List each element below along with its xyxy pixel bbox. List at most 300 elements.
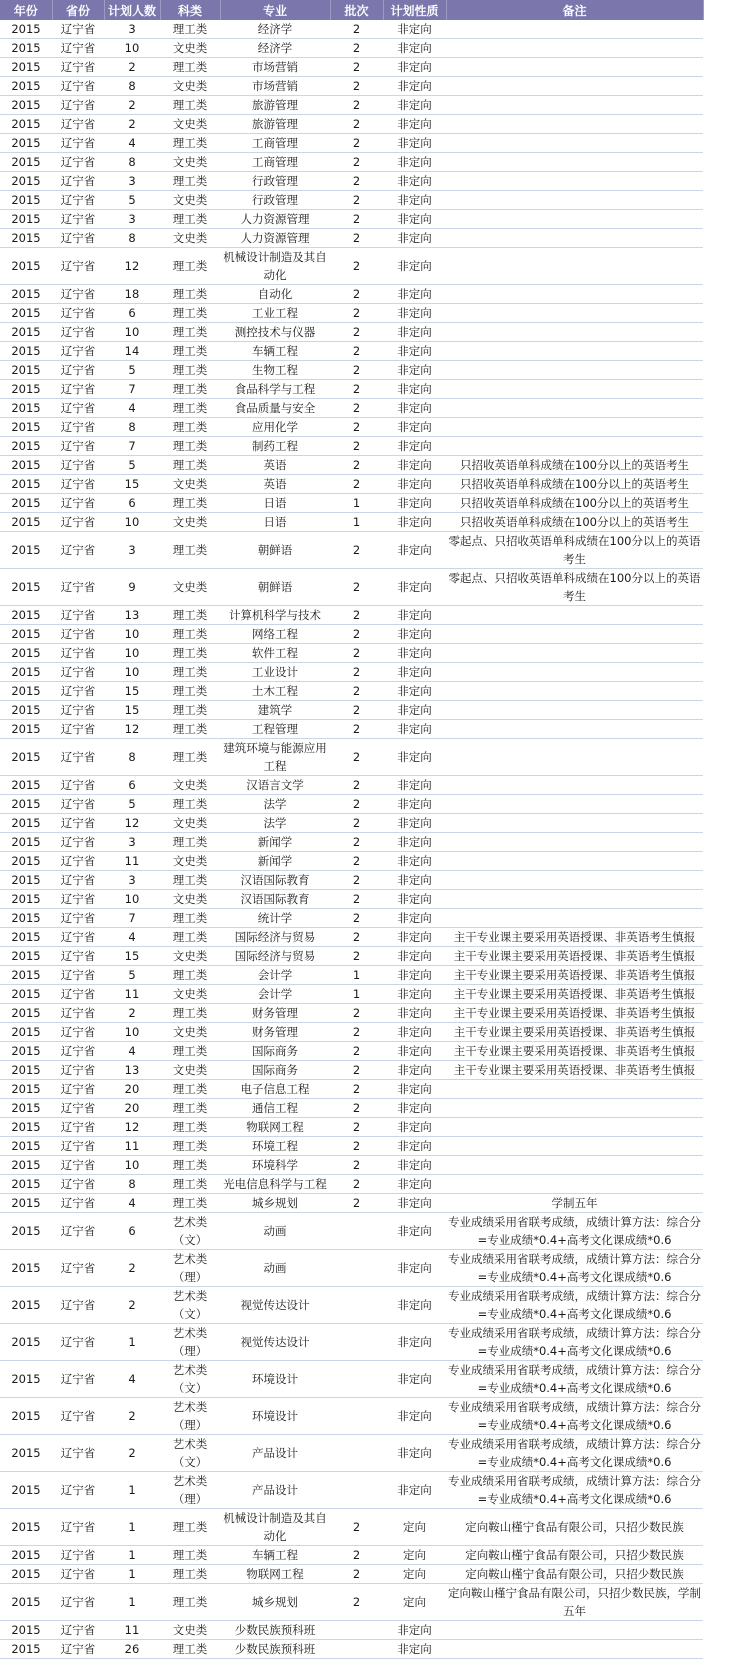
cell-remark[interactable] <box>446 1640 703 1659</box>
cell-batch[interactable]: 2 <box>330 1023 383 1042</box>
cell-batch[interactable]: 2 <box>330 285 383 304</box>
cell-category[interactable]: 理工类 <box>160 1137 220 1156</box>
cell-batch[interactable]: 2 <box>330 1194 383 1213</box>
header-year[interactable]: 年份 <box>0 0 52 20</box>
cell-plan-nature[interactable]: 非定向 <box>383 947 446 966</box>
cell-year[interactable]: 2015 <box>0 985 52 1004</box>
cell-province[interactable]: 辽宁省 <box>52 720 104 739</box>
cell-batch[interactable]: 2 <box>330 795 383 814</box>
cell-plan-count[interactable]: 9 <box>104 569 160 606</box>
cell-plan-nature[interactable]: 非定向 <box>383 380 446 399</box>
cell-category[interactable]: 文史类 <box>160 985 220 1004</box>
cell-plan-nature[interactable]: 非定向 <box>383 1061 446 1080</box>
cell-plan-count[interactable]: 4 <box>104 1042 160 1061</box>
cell-category[interactable]: 文史类 <box>160 513 220 532</box>
cell-category[interactable]: 理工类 <box>160 210 220 229</box>
cell-plan-nature[interactable]: 非定向 <box>383 532 446 569</box>
cell-major[interactable]: 制药工程 <box>220 437 330 456</box>
cell-remark[interactable]: 学制五年 <box>446 1194 703 1213</box>
cell-plan-nature[interactable]: 非定向 <box>383 361 446 380</box>
cell-plan-nature[interactable]: 非定向 <box>383 418 446 437</box>
cell-province[interactable]: 辽宁省 <box>52 795 104 814</box>
cell-major[interactable]: 英语 <box>220 456 330 475</box>
cell-year[interactable]: 2015 <box>0 701 52 720</box>
cell-province[interactable]: 辽宁省 <box>52 1565 104 1584</box>
cell-batch[interactable]: 2 <box>330 532 383 569</box>
cell-plan-count[interactable]: 5 <box>104 966 160 985</box>
cell-province[interactable]: 辽宁省 <box>52 77 104 96</box>
cell-province[interactable]: 辽宁省 <box>52 1546 104 1565</box>
cell-remark[interactable]: 定向鞍山槿宁食品有限公司，只招少数民族 <box>446 1509 703 1546</box>
cell-plan-count[interactable]: 2 <box>104 1435 160 1472</box>
cell-category[interactable]: 理工类 <box>160 20 220 39</box>
cell-category[interactable]: 理工类 <box>160 928 220 947</box>
cell-plan-count[interactable]: 6 <box>104 304 160 323</box>
cell-plan-nature[interactable]: 非定向 <box>383 1213 446 1250</box>
cell-batch[interactable]: 2 <box>330 58 383 77</box>
cell-province[interactable]: 辽宁省 <box>52 342 104 361</box>
cell-plan-count[interactable]: 12 <box>104 720 160 739</box>
cell-remark[interactable] <box>446 229 703 248</box>
cell-year[interactable]: 2015 <box>0 776 52 795</box>
cell-year[interactable]: 2015 <box>0 532 52 569</box>
cell-plan-nature[interactable]: 非定向 <box>383 814 446 833</box>
cell-category[interactable]: 理工类 <box>160 966 220 985</box>
cell-category[interactable]: 理工类 <box>160 1194 220 1213</box>
cell-plan-nature[interactable]: 非定向 <box>383 494 446 513</box>
cell-batch[interactable]: 2 <box>330 947 383 966</box>
cell-batch[interactable]: 1 <box>330 494 383 513</box>
cell-batch[interactable] <box>330 1213 383 1250</box>
cell-batch[interactable]: 2 <box>330 625 383 644</box>
cell-province[interactable]: 辽宁省 <box>52 134 104 153</box>
cell-batch[interactable]: 2 <box>330 1565 383 1584</box>
cell-batch[interactable]: 2 <box>330 1061 383 1080</box>
cell-major[interactable]: 环境工程 <box>220 1137 330 1156</box>
cell-major[interactable]: 朝鲜语 <box>220 569 330 606</box>
cell-major[interactable]: 测控技术与仪器 <box>220 323 330 342</box>
cell-plan-nature[interactable]: 非定向 <box>383 437 446 456</box>
cell-category[interactable]: 文史类 <box>160 1061 220 1080</box>
cell-year[interactable]: 2015 <box>0 494 52 513</box>
cell-plan-count[interactable]: 13 <box>104 606 160 625</box>
cell-batch[interactable]: 2 <box>330 776 383 795</box>
cell-major[interactable]: 经济学 <box>220 39 330 58</box>
cell-plan-count[interactable]: 26 <box>104 1640 160 1659</box>
cell-province[interactable]: 辽宁省 <box>52 1621 104 1640</box>
cell-major[interactable]: 网络工程 <box>220 625 330 644</box>
cell-province[interactable]: 辽宁省 <box>52 852 104 871</box>
cell-year[interactable]: 2015 <box>0 852 52 871</box>
cell-year[interactable]: 2015 <box>0 1175 52 1194</box>
cell-category[interactable]: 理工类 <box>160 58 220 77</box>
cell-batch[interactable]: 2 <box>330 437 383 456</box>
cell-batch[interactable]: 2 <box>330 1137 383 1156</box>
cell-major[interactable]: 国际经济与贸易 <box>220 928 330 947</box>
cell-major[interactable]: 工商管理 <box>220 134 330 153</box>
cell-major[interactable]: 新闻学 <box>220 833 330 852</box>
cell-remark[interactable] <box>446 1621 703 1640</box>
cell-batch[interactable]: 2 <box>330 890 383 909</box>
cell-category[interactable]: 文史类 <box>160 814 220 833</box>
cell-province[interactable]: 辽宁省 <box>52 115 104 134</box>
cell-plan-count[interactable]: 11 <box>104 1621 160 1640</box>
cell-batch[interactable]: 2 <box>330 399 383 418</box>
cell-province[interactable]: 辽宁省 <box>52 1004 104 1023</box>
cell-province[interactable]: 辽宁省 <box>52 625 104 644</box>
cell-category[interactable]: 艺术类（文） <box>160 1213 220 1250</box>
cell-year[interactable]: 2015 <box>0 285 52 304</box>
cell-category[interactable]: 文史类 <box>160 1023 220 1042</box>
cell-batch[interactable] <box>330 1435 383 1472</box>
cell-batch[interactable]: 2 <box>330 663 383 682</box>
cell-category[interactable]: 理工类 <box>160 701 220 720</box>
cell-major[interactable]: 汉语国际教育 <box>220 871 330 890</box>
cell-batch[interactable]: 2 <box>330 1546 383 1565</box>
cell-province[interactable]: 辽宁省 <box>52 739 104 776</box>
cell-plan-count[interactable]: 8 <box>104 418 160 437</box>
cell-category[interactable]: 理工类 <box>160 644 220 663</box>
cell-year[interactable]: 2015 <box>0 1023 52 1042</box>
cell-batch[interactable]: 2 <box>330 1118 383 1137</box>
cell-year[interactable]: 2015 <box>0 210 52 229</box>
cell-major[interactable]: 电子信息工程 <box>220 1080 330 1099</box>
cell-remark[interactable] <box>446 606 703 625</box>
cell-remark[interactable] <box>446 701 703 720</box>
cell-year[interactable]: 2015 <box>0 1156 52 1175</box>
cell-plan-nature[interactable]: 非定向 <box>383 115 446 134</box>
cell-plan-count[interactable]: 4 <box>104 1194 160 1213</box>
cell-plan-count[interactable]: 5 <box>104 456 160 475</box>
cell-province[interactable]: 辽宁省 <box>52 39 104 58</box>
cell-remark[interactable]: 专业成绩采用省联考成绩，成绩计算方法：综合分=专业成绩*0.4+高考文化课成绩*0.6 <box>446 1472 703 1509</box>
cell-province[interactable]: 辽宁省 <box>52 1509 104 1546</box>
cell-major[interactable]: 会计学 <box>220 985 330 1004</box>
cell-category[interactable]: 理工类 <box>160 323 220 342</box>
cell-plan-nature[interactable]: 非定向 <box>383 323 446 342</box>
cell-province[interactable]: 辽宁省 <box>52 814 104 833</box>
cell-major[interactable]: 软件工程 <box>220 644 330 663</box>
cell-province[interactable]: 辽宁省 <box>52 1042 104 1061</box>
cell-remark[interactable] <box>446 833 703 852</box>
cell-province[interactable]: 辽宁省 <box>52 776 104 795</box>
cell-province[interactable]: 辽宁省 <box>52 890 104 909</box>
cell-remark[interactable] <box>446 342 703 361</box>
cell-remark[interactable] <box>446 58 703 77</box>
cell-category[interactable]: 理工类 <box>160 1565 220 1584</box>
cell-category[interactable]: 理工类 <box>160 663 220 682</box>
cell-remark[interactable] <box>446 852 703 871</box>
cell-plan-nature[interactable]: 非定向 <box>383 1287 446 1324</box>
cell-remark[interactable] <box>446 1175 703 1194</box>
cell-remark[interactable]: 零起点、只招收英语单科成绩在100分以上的英语考生 <box>446 532 703 569</box>
cell-year[interactable]: 2015 <box>0 1398 52 1435</box>
cell-batch[interactable]: 2 <box>330 153 383 172</box>
cell-plan-nature[interactable]: 非定向 <box>383 285 446 304</box>
cell-major[interactable]: 国际商务 <box>220 1061 330 1080</box>
cell-province[interactable]: 辽宁省 <box>52 20 104 39</box>
cell-province[interactable]: 辽宁省 <box>52 475 104 494</box>
cell-plan-nature[interactable]: 定向 <box>383 1546 446 1565</box>
cell-year[interactable]: 2015 <box>0 1118 52 1137</box>
cell-batch[interactable]: 2 <box>330 1509 383 1546</box>
cell-major[interactable]: 视觉传达设计 <box>220 1287 330 1324</box>
cell-province[interactable]: 辽宁省 <box>52 833 104 852</box>
cell-year[interactable]: 2015 <box>0 606 52 625</box>
cell-remark[interactable]: 专业成绩采用省联考成绩，成绩计算方法：综合分=专业成绩*0.4+高考文化课成绩*0.6 <box>446 1213 703 1250</box>
cell-batch[interactable]: 1 <box>330 985 383 1004</box>
cell-plan-nature[interactable]: 非定向 <box>383 399 446 418</box>
cell-category[interactable]: 文史类 <box>160 569 220 606</box>
cell-major[interactable]: 生物工程 <box>220 361 330 380</box>
cell-year[interactable]: 2015 <box>0 890 52 909</box>
cell-remark[interactable] <box>446 210 703 229</box>
cell-major[interactable]: 会计学 <box>220 966 330 985</box>
cell-major[interactable]: 工商管理 <box>220 153 330 172</box>
cell-year[interactable]: 2015 <box>0 153 52 172</box>
cell-category[interactable]: 理工类 <box>160 494 220 513</box>
cell-remark[interactable] <box>446 1118 703 1137</box>
cell-province[interactable]: 辽宁省 <box>52 909 104 928</box>
cell-province[interactable]: 辽宁省 <box>52 1194 104 1213</box>
cell-plan-count[interactable]: 15 <box>104 701 160 720</box>
cell-year[interactable]: 2015 <box>0 437 52 456</box>
cell-province[interactable]: 辽宁省 <box>52 1099 104 1118</box>
cell-remark[interactable] <box>446 720 703 739</box>
cell-major[interactable]: 国际商务 <box>220 1042 330 1061</box>
cell-batch[interactable]: 1 <box>330 513 383 532</box>
cell-batch[interactable]: 2 <box>330 475 383 494</box>
cell-remark[interactable] <box>446 418 703 437</box>
cell-batch[interactable]: 2 <box>330 456 383 475</box>
cell-plan-nature[interactable]: 非定向 <box>383 909 446 928</box>
cell-plan-count[interactable]: 8 <box>104 1175 160 1194</box>
cell-category[interactable]: 理工类 <box>160 720 220 739</box>
cell-batch[interactable]: 2 <box>330 644 383 663</box>
cell-remark[interactable]: 只招收英语单科成绩在100分以上的英语考生 <box>446 475 703 494</box>
cell-province[interactable]: 辽宁省 <box>52 494 104 513</box>
cell-plan-nature[interactable]: 非定向 <box>383 833 446 852</box>
cell-plan-nature[interactable]: 非定向 <box>383 720 446 739</box>
cell-year[interactable]: 2015 <box>0 1213 52 1250</box>
cell-remark[interactable] <box>446 153 703 172</box>
cell-plan-count[interactable]: 10 <box>104 513 160 532</box>
cell-major[interactable]: 市场营销 <box>220 58 330 77</box>
cell-category[interactable]: 理工类 <box>160 399 220 418</box>
cell-remark[interactable] <box>446 437 703 456</box>
cell-remark[interactable]: 主干专业课主要采用英语授课、非英语考生慎报 <box>446 1042 703 1061</box>
cell-category[interactable]: 理工类 <box>160 342 220 361</box>
cell-year[interactable]: 2015 <box>0 1061 52 1080</box>
cell-category[interactable]: 艺术类（文） <box>160 1361 220 1398</box>
cell-major[interactable]: 工业工程 <box>220 304 330 323</box>
cell-year[interactable]: 2015 <box>0 1565 52 1584</box>
cell-category[interactable]: 理工类 <box>160 456 220 475</box>
cell-province[interactable]: 辽宁省 <box>52 1156 104 1175</box>
cell-plan-nature[interactable]: 非定向 <box>383 1023 446 1042</box>
cell-plan-nature[interactable]: 非定向 <box>383 96 446 115</box>
cell-year[interactable]: 2015 <box>0 1194 52 1213</box>
cell-year[interactable]: 2015 <box>0 20 52 39</box>
header-province[interactable]: 省份 <box>52 0 104 20</box>
cell-plan-count[interactable]: 18 <box>104 285 160 304</box>
cell-year[interactable]: 2015 <box>0 418 52 437</box>
cell-major[interactable]: 食品科学与工程 <box>220 380 330 399</box>
cell-province[interactable]: 辽宁省 <box>52 229 104 248</box>
cell-plan-count[interactable]: 1 <box>104 1472 160 1509</box>
header-category[interactable]: 科类 <box>160 0 220 20</box>
cell-remark[interactable] <box>446 172 703 191</box>
cell-plan-count[interactable]: 15 <box>104 682 160 701</box>
cell-year[interactable]: 2015 <box>0 1099 52 1118</box>
cell-plan-nature[interactable]: 非定向 <box>383 134 446 153</box>
cell-category[interactable]: 艺术类（理） <box>160 1250 220 1287</box>
cell-batch[interactable]: 2 <box>330 833 383 852</box>
cell-plan-nature[interactable]: 非定向 <box>383 606 446 625</box>
cell-province[interactable]: 辽宁省 <box>52 1213 104 1250</box>
cell-plan-nature[interactable]: 非定向 <box>383 776 446 795</box>
cell-major[interactable]: 动画 <box>220 1250 330 1287</box>
cell-plan-nature[interactable]: 非定向 <box>383 1324 446 1361</box>
cell-category[interactable]: 理工类 <box>160 682 220 701</box>
cell-plan-count[interactable]: 3 <box>104 871 160 890</box>
cell-remark[interactable] <box>446 96 703 115</box>
cell-category[interactable]: 理工类 <box>160 304 220 323</box>
cell-plan-count[interactable]: 8 <box>104 153 160 172</box>
cell-major[interactable]: 机械设计制造及其自动化 <box>220 1509 330 1546</box>
cell-plan-nature[interactable]: 非定向 <box>383 985 446 1004</box>
cell-remark[interactable] <box>446 115 703 134</box>
header-plan-count[interactable]: 计划人数 <box>104 0 160 20</box>
cell-major[interactable]: 日语 <box>220 513 330 532</box>
cell-batch[interactable]: 1 <box>330 966 383 985</box>
cell-plan-count[interactable]: 1 <box>104 1546 160 1565</box>
cell-plan-count[interactable]: 4 <box>104 134 160 153</box>
cell-batch[interactable]: 2 <box>330 871 383 890</box>
cell-year[interactable]: 2015 <box>0 342 52 361</box>
cell-plan-count[interactable]: 20 <box>104 1099 160 1118</box>
cell-major[interactable]: 建筑环境与能源应用工程 <box>220 739 330 776</box>
cell-major[interactable]: 统计学 <box>220 909 330 928</box>
cell-remark[interactable] <box>446 795 703 814</box>
cell-plan-count[interactable]: 6 <box>104 776 160 795</box>
cell-remark[interactable]: 主干专业课主要采用英语授课、非英语考生慎报 <box>446 985 703 1004</box>
cell-province[interactable]: 辽宁省 <box>52 191 104 210</box>
cell-category[interactable]: 理工类 <box>160 871 220 890</box>
cell-major[interactable]: 汉语言文学 <box>220 776 330 795</box>
cell-major[interactable]: 法学 <box>220 795 330 814</box>
cell-remark[interactable] <box>446 323 703 342</box>
cell-year[interactable]: 2015 <box>0 625 52 644</box>
cell-province[interactable]: 辽宁省 <box>52 606 104 625</box>
cell-plan-nature[interactable]: 非定向 <box>383 172 446 191</box>
cell-plan-nature[interactable]: 非定向 <box>383 1250 446 1287</box>
cell-year[interactable]: 2015 <box>0 1137 52 1156</box>
cell-major[interactable]: 国际经济与贸易 <box>220 947 330 966</box>
cell-major[interactable]: 环境设计 <box>220 1398 330 1435</box>
cell-province[interactable]: 辽宁省 <box>52 871 104 890</box>
cell-major[interactable]: 食品质量与安全 <box>220 399 330 418</box>
cell-plan-count[interactable]: 7 <box>104 437 160 456</box>
cell-category[interactable]: 文史类 <box>160 39 220 58</box>
cell-remark[interactable] <box>446 1099 703 1118</box>
cell-plan-count[interactable]: 4 <box>104 1361 160 1398</box>
cell-plan-nature[interactable]: 非定向 <box>383 928 446 947</box>
cell-major[interactable]: 经济学 <box>220 20 330 39</box>
cell-plan-count[interactable]: 2 <box>104 58 160 77</box>
cell-province[interactable]: 辽宁省 <box>52 285 104 304</box>
cell-major[interactable]: 城乡规划 <box>220 1584 330 1621</box>
cell-category[interactable]: 理工类 <box>160 1509 220 1546</box>
cell-plan-nature[interactable]: 非定向 <box>383 1099 446 1118</box>
cell-plan-count[interactable]: 6 <box>104 1213 160 1250</box>
cell-category[interactable]: 文史类 <box>160 852 220 871</box>
cell-province[interactable]: 辽宁省 <box>52 153 104 172</box>
cell-category[interactable]: 理工类 <box>160 1080 220 1099</box>
cell-plan-count[interactable]: 5 <box>104 361 160 380</box>
cell-province[interactable]: 辽宁省 <box>52 248 104 285</box>
cell-major[interactable]: 朝鲜语 <box>220 532 330 569</box>
cell-province[interactable]: 辽宁省 <box>52 1118 104 1137</box>
cell-province[interactable]: 辽宁省 <box>52 304 104 323</box>
cell-category[interactable]: 文史类 <box>160 776 220 795</box>
cell-remark[interactable] <box>446 644 703 663</box>
cell-year[interactable]: 2015 <box>0 456 52 475</box>
cell-plan-nature[interactable]: 非定向 <box>383 1398 446 1435</box>
header-major[interactable]: 专业 <box>220 0 330 20</box>
cell-category[interactable]: 文史类 <box>160 115 220 134</box>
cell-major[interactable]: 计算机科学与技术 <box>220 606 330 625</box>
cell-major[interactable]: 新闻学 <box>220 852 330 871</box>
cell-batch[interactable]: 2 <box>330 115 383 134</box>
cell-category[interactable]: 文史类 <box>160 475 220 494</box>
cell-province[interactable]: 辽宁省 <box>52 985 104 1004</box>
cell-batch[interactable]: 2 <box>330 852 383 871</box>
cell-plan-count[interactable]: 3 <box>104 833 160 852</box>
cell-province[interactable]: 辽宁省 <box>52 456 104 475</box>
cell-category[interactable]: 理工类 <box>160 1546 220 1565</box>
cell-plan-count[interactable]: 10 <box>104 644 160 663</box>
cell-remark[interactable] <box>446 682 703 701</box>
cell-batch[interactable] <box>330 1250 383 1287</box>
cell-plan-nature[interactable]: 非定向 <box>383 1472 446 1509</box>
cell-major[interactable]: 土木工程 <box>220 682 330 701</box>
cell-category[interactable]: 文史类 <box>160 890 220 909</box>
cell-plan-count[interactable]: 5 <box>104 795 160 814</box>
cell-remark[interactable] <box>446 663 703 682</box>
cell-province[interactable]: 辽宁省 <box>52 1080 104 1099</box>
cell-plan-count[interactable]: 3 <box>104 20 160 39</box>
cell-plan-nature[interactable]: 非定向 <box>383 569 446 606</box>
cell-year[interactable]: 2015 <box>0 1509 52 1546</box>
cell-plan-nature[interactable]: 非定向 <box>383 1435 446 1472</box>
cell-major[interactable]: 人力资源管理 <box>220 229 330 248</box>
cell-plan-count[interactable]: 2 <box>104 1250 160 1287</box>
cell-year[interactable]: 2015 <box>0 77 52 96</box>
cell-province[interactable]: 辽宁省 <box>52 1324 104 1361</box>
cell-province[interactable]: 辽宁省 <box>52 663 104 682</box>
cell-plan-nature[interactable]: 非定向 <box>383 644 446 663</box>
cell-major[interactable]: 环境科学 <box>220 1156 330 1175</box>
cell-year[interactable]: 2015 <box>0 1080 52 1099</box>
cell-batch[interactable]: 2 <box>330 323 383 342</box>
cell-province[interactable]: 辽宁省 <box>52 210 104 229</box>
cell-batch[interactable]: 2 <box>330 342 383 361</box>
cell-major[interactable]: 汉语国际教育 <box>220 890 330 909</box>
cell-plan-nature[interactable]: 非定向 <box>383 682 446 701</box>
cell-batch[interactable] <box>330 1361 383 1398</box>
cell-remark[interactable] <box>446 361 703 380</box>
